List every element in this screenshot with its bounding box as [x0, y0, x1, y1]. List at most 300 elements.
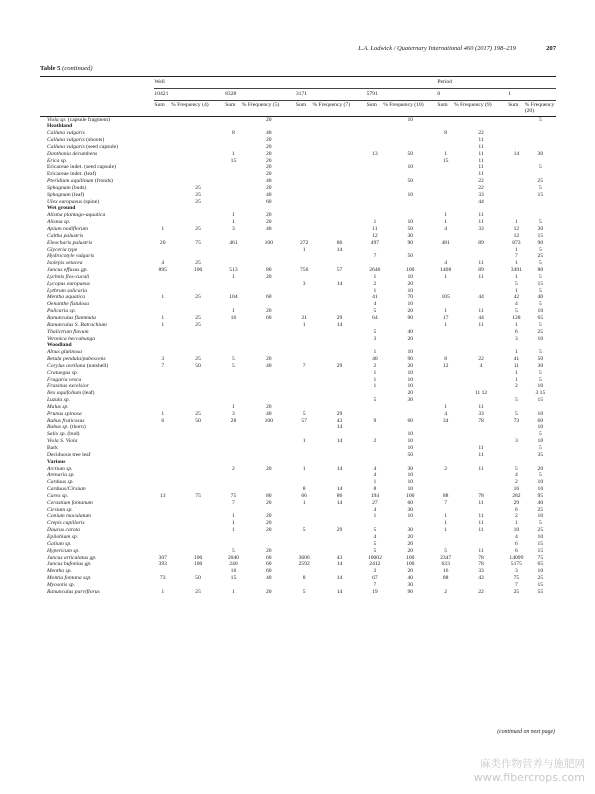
- section-heading: Wet ground: [47, 205, 76, 212]
- frequency-cell: 60: [266, 561, 272, 568]
- frequency-cell: 60: [266, 294, 272, 301]
- table-row: [40, 472, 556, 479]
- frequency-cell: [383, 411, 437, 418]
- frequency-cell: 10: [537, 486, 544, 493]
- sum-cell: 29: [513, 499, 520, 506]
- frequency-cell: [525, 199, 556, 206]
- frequency-cell: [454, 383, 508, 390]
- frequency-cell: [242, 349, 296, 356]
- sum-cell: 3606: [298, 554, 310, 561]
- frequency-cell: [525, 212, 556, 219]
- frequency-cell: [171, 158, 225, 165]
- frequency-cell: [242, 479, 296, 486]
- sum-cell: 5: [373, 328, 377, 335]
- sum-cell: 2: [373, 438, 377, 445]
- sum-cell: [296, 390, 313, 397]
- sum-cell: 756: [299, 267, 309, 274]
- sum-cell: [225, 253, 242, 260]
- sum-cell: [296, 329, 313, 336]
- sum-cell: 8: [302, 575, 306, 582]
- table-row: [40, 555, 556, 562]
- table-row: [40, 240, 556, 247]
- frequency-cell: 100: [406, 554, 415, 561]
- sum-cell: [225, 438, 242, 445]
- sum-cell: 6: [514, 328, 518, 335]
- frequency-cell: 90: [407, 314, 414, 321]
- sum-cell: 4: [444, 226, 448, 232]
- sum-cell: 2040: [227, 554, 240, 561]
- sum-cell: [296, 541, 313, 548]
- sum-cell: [296, 308, 313, 315]
- frequency-cell: 20: [266, 212, 272, 219]
- table-row: [40, 288, 556, 295]
- frequency-cell: 10: [407, 164, 414, 171]
- taxon-name: Montia fontana ssp.: [47, 575, 92, 582]
- frequency-cell: 60: [537, 417, 544, 424]
- frequency-cell: [454, 541, 508, 548]
- sum-cell: 2: [232, 465, 235, 472]
- frequency-cell: 11 12: [474, 390, 488, 397]
- sum-cell: [437, 192, 454, 199]
- frequency-cell: [454, 349, 508, 356]
- sum-cell: [154, 500, 171, 507]
- frequency-cell: 20: [407, 568, 414, 575]
- taxon-name: Mentha sp.: [47, 568, 72, 575]
- sum-cell: [225, 178, 242, 185]
- frequency-cell: 11: [478, 157, 484, 164]
- frequency-cell: 20: [407, 362, 414, 369]
- frequency-cell: [454, 582, 508, 589]
- column-header-sum: Sum: [225, 100, 242, 116]
- sum-cell: [225, 281, 242, 288]
- frequency-cell: 43: [336, 554, 343, 561]
- sum-cell: 73: [513, 417, 520, 424]
- sum-cell: [154, 383, 171, 390]
- watermark-url: www.fibercrops.com: [473, 771, 585, 784]
- taxon-name: Daucus carota: [47, 527, 80, 534]
- sum-cell: [154, 513, 171, 520]
- sum-cell: [154, 253, 171, 260]
- frequency-cell: [242, 472, 296, 479]
- frequency-cell: [171, 151, 225, 158]
- frequency-cell: [242, 507, 296, 514]
- frequency-cell: [454, 342, 508, 349]
- taxon-name: Pulicaria sp.: [47, 308, 76, 315]
- sum-cell: 1: [514, 349, 518, 356]
- frequency-cell: [242, 253, 296, 260]
- sum-cell: [225, 431, 242, 438]
- table-row: [40, 383, 556, 390]
- frequency-cell: [242, 541, 296, 548]
- site-watermark: [474, 758, 585, 784]
- sum-cell: 15: [442, 157, 449, 164]
- sum-cell: [437, 253, 454, 260]
- sum-cell: [225, 582, 242, 589]
- frequency-cell: 90: [407, 588, 414, 595]
- table-row: [40, 329, 556, 336]
- table-row: [40, 164, 556, 171]
- sum-cell: 1: [232, 150, 235, 157]
- frequency-cell: [242, 582, 296, 589]
- frequency-cell: [525, 459, 556, 466]
- frequency-cell: 33: [478, 226, 484, 232]
- sum-cell: 34: [442, 417, 449, 424]
- sum-cell: 5175: [510, 561, 522, 568]
- frequency-cell: [312, 164, 366, 171]
- frequency-cell: 20: [266, 184, 272, 191]
- table-row: [40, 363, 556, 370]
- sum-cell: 481: [441, 239, 450, 246]
- sum-cell: [508, 342, 525, 349]
- sum-cell: 497: [370, 239, 380, 246]
- frequency-cell: 20: [266, 116, 272, 123]
- frequency-cell: 30: [407, 581, 414, 588]
- frequency-cell: [242, 247, 296, 254]
- taxon-name: Ranunculus flammula: [47, 314, 96, 321]
- sum-cell: [367, 247, 384, 254]
- sum-cell: [154, 342, 171, 349]
- frequency-cell: 30: [407, 232, 414, 239]
- frequency-cell: 20: [407, 280, 414, 287]
- table-row: [40, 534, 556, 541]
- table-row: [40, 116, 556, 123]
- frequency-cell: 50: [407, 150, 414, 157]
- frequency-cell: 25: [537, 575, 544, 582]
- sum-cell: [437, 445, 454, 452]
- frequency-cell: 25: [195, 226, 201, 232]
- frequency-cell: [525, 342, 556, 349]
- sum-cell: [296, 397, 313, 404]
- frequency-cell: [171, 247, 225, 254]
- sum-cell: 73: [159, 575, 166, 582]
- sum-cell: [154, 151, 171, 158]
- sum-cell: [154, 171, 171, 178]
- frequency-cell: 25: [195, 198, 201, 205]
- sum-cell: 5: [514, 280, 518, 287]
- sum-cell: 1: [514, 287, 518, 294]
- watermark-title: 麻类作物营养与施肥网: [480, 758, 585, 770]
- taxon-name: Danthonia decumbens: [47, 150, 98, 157]
- sum-cell: [508, 424, 525, 431]
- frequency-cell: 11: [478, 520, 484, 527]
- sum-cell: 16: [513, 486, 520, 493]
- frequency-cell: [171, 390, 225, 397]
- sum-cell: [154, 288, 171, 295]
- sum-cell: [296, 452, 313, 459]
- sum-cell: [367, 459, 384, 466]
- sum-cell: 1: [444, 219, 448, 226]
- frequency-cell: 20: [407, 540, 414, 547]
- taxon-name: Betula pendula/pubescens: [47, 356, 106, 363]
- frequency-cell: 14: [336, 575, 343, 582]
- frequency-cell: 29: [336, 410, 343, 417]
- sum-cell: 13: [372, 150, 378, 157]
- table-row: [40, 561, 556, 568]
- frequency-cell: 11: [478, 465, 484, 472]
- frequency-cell: 10: [537, 568, 544, 575]
- frequency-cell: 30: [537, 226, 544, 232]
- sum-cell: [154, 472, 171, 479]
- frequency-cell: 20: [266, 171, 272, 178]
- frequency-cell: [312, 507, 366, 514]
- sum-cell: 240: [229, 561, 238, 568]
- frequency-cell: [383, 171, 437, 178]
- frequency-cell: 40: [266, 130, 272, 137]
- sum-cell: 1: [161, 410, 165, 417]
- taxon-name: Ranunculus S. Batrachium: [47, 321, 107, 328]
- sum-cell: [367, 199, 384, 206]
- sum-cell: 4: [161, 260, 165, 267]
- frequency-cell: [312, 274, 366, 281]
- frequency-cell: 30: [407, 506, 414, 513]
- sum-cell: 1: [373, 383, 377, 390]
- sum-cell: [437, 507, 454, 514]
- sum-cell: 2: [514, 479, 518, 486]
- sum-cell: 66: [301, 492, 307, 499]
- frequency-cell: [312, 383, 366, 390]
- frequency-cell: 90: [407, 356, 414, 363]
- sum-cell: 5: [444, 547, 448, 554]
- table-row: [40, 158, 556, 165]
- frequency-cell: 14: [336, 561, 343, 568]
- sum-cell: [225, 452, 242, 459]
- frequency-cell: [312, 459, 366, 466]
- taxon-name: Oenanthe fistulosa: [47, 301, 90, 308]
- frequency-cell: 50: [195, 575, 201, 582]
- sum-cell: [296, 294, 313, 301]
- frequency-cell: 20: [266, 465, 272, 472]
- table-row: [40, 418, 556, 425]
- sum-cell: [296, 520, 313, 527]
- taxon-name: Salix sp. (bud): [47, 431, 80, 438]
- frequency-cell: 40: [266, 178, 272, 185]
- sum-cell: [296, 151, 313, 158]
- frequency-cell: [383, 342, 437, 349]
- sum-cell: [225, 397, 242, 404]
- frequency-cell: 10: [537, 383, 544, 390]
- frequency-cell: [242, 534, 296, 541]
- frequency-cell: 10: [407, 486, 414, 493]
- sum-cell: 11: [372, 226, 378, 232]
- frequency-cell: 100: [193, 554, 203, 561]
- sum-cell: [508, 144, 525, 151]
- frequency-cell: [171, 233, 225, 240]
- frequency-cell: [171, 288, 225, 295]
- table-row: [40, 507, 556, 514]
- sum-cell: [296, 349, 313, 356]
- sum-cell: [367, 171, 384, 178]
- frequency-cell: 11: [478, 137, 484, 144]
- frequency-cell: 20: [266, 273, 272, 280]
- frequency-cell: [312, 137, 366, 144]
- section-heading-row: [40, 342, 556, 349]
- column-header-frequency: % Frequency (9): [454, 100, 508, 116]
- sum-cell: 5: [373, 308, 377, 315]
- sum-cell: 75: [513, 575, 520, 582]
- sum-cell: 4: [373, 301, 377, 308]
- sum-cell: 4: [444, 410, 448, 417]
- frequency-cell: 20: [266, 520, 272, 527]
- sum-cell: [437, 582, 454, 589]
- frequency-cell: [312, 370, 366, 377]
- frequency-cell: 40: [266, 362, 272, 369]
- frequency-cell: [312, 445, 366, 452]
- sum-cell: [508, 192, 525, 199]
- sum-cell: 7: [373, 253, 377, 260]
- sum-cell: [296, 404, 313, 411]
- frequency-cell: [242, 329, 296, 336]
- sum-cell: 4: [444, 260, 448, 267]
- sum-cell: [154, 466, 171, 473]
- sum-cell: 1: [514, 273, 518, 280]
- sum-cell: [437, 472, 454, 479]
- column-header-frequency: % Frequency (10): [383, 100, 437, 116]
- subgroup-header-row: [40, 88, 556, 100]
- frequency-cell: [383, 137, 437, 144]
- sum-cell: 16: [230, 314, 237, 321]
- table-row: [40, 171, 556, 178]
- frequency-cell: 90: [537, 239, 544, 246]
- taxon-name: Fraxinus excelsior: [47, 383, 89, 390]
- frequency-cell: 5: [538, 184, 542, 191]
- sum-cell: [225, 445, 242, 452]
- sum-cell: 3: [514, 438, 518, 445]
- sum-cell: 1: [444, 150, 448, 157]
- sum-cell: [225, 322, 242, 329]
- taxon-name: Lychnis flos-cuculi: [47, 273, 90, 280]
- frequency-cell: 11: [478, 321, 484, 328]
- taxon-name: Rubus fruticosus: [47, 417, 85, 424]
- sum-cell: [296, 192, 313, 199]
- sum-cell: 88: [442, 575, 449, 582]
- taxon-name: Ilex aquifolium (leaf): [47, 390, 95, 397]
- taxon-name: Sphagnum (leaf): [47, 191, 85, 198]
- sum-cell: [225, 534, 242, 541]
- frequency-cell: [312, 260, 366, 267]
- taxon-name: Ulex europaeus (spine): [47, 198, 99, 205]
- sum-cell: [437, 486, 454, 493]
- frequency-cell: 40: [537, 499, 544, 506]
- frequency-cell: 10: [407, 472, 414, 479]
- frequency-cell: 20: [266, 308, 272, 315]
- table-row: [40, 541, 556, 548]
- frequency-cell: [242, 445, 296, 452]
- table-row: [40, 493, 556, 500]
- sum-cell: [508, 431, 525, 438]
- frequency-cell: [312, 336, 366, 343]
- sum-cell: [225, 479, 242, 486]
- frequency-cell: [312, 205, 366, 212]
- frequency-cell: 25: [195, 356, 201, 363]
- sum-cell: [154, 281, 171, 288]
- frequency-cell: [171, 144, 225, 151]
- sum-cell: 5: [302, 410, 306, 417]
- frequency-cell: [171, 534, 225, 541]
- table-row: [40, 452, 556, 459]
- frequency-cell: [312, 452, 366, 459]
- frequency-cell: [242, 205, 296, 212]
- sum-cell: [508, 158, 525, 165]
- sum-cell: [225, 123, 242, 130]
- table-row: [40, 322, 556, 329]
- table-row: [40, 233, 556, 240]
- table-row: [40, 390, 556, 397]
- frequency-cell: 11: [478, 499, 484, 506]
- frequency-cell: 25: [195, 410, 201, 417]
- sum-cell: [296, 383, 313, 390]
- page-number: 207: [546, 45, 556, 52]
- sum-cell: [296, 342, 313, 349]
- frequency-cell: 5: [538, 164, 542, 171]
- section-heading: Heathland: [47, 123, 73, 130]
- table-row: [40, 424, 556, 431]
- frequency-cell: [242, 438, 296, 445]
- frequency-cell: [171, 500, 225, 507]
- sum-cell: [154, 336, 171, 343]
- sum-cell: 5: [302, 588, 306, 595]
- taxon-name: Apium nodiflorum: [47, 226, 88, 232]
- frequency-cell: 55: [537, 588, 544, 595]
- sum-cell: [296, 459, 313, 466]
- table-row: [40, 575, 556, 582]
- sum-cell: [367, 164, 384, 171]
- frequency-cell: 50: [407, 253, 414, 260]
- sum-cell: 2: [444, 588, 448, 595]
- sum-cell: [154, 568, 171, 575]
- table-row: [40, 274, 556, 281]
- sum-cell: 1: [232, 219, 235, 226]
- sum-cell: 1: [302, 321, 306, 328]
- frequency-cell: [312, 158, 366, 165]
- frequency-cell: 20: [266, 137, 272, 144]
- frequency-cell: 60: [266, 314, 272, 321]
- frequency-cell: [383, 459, 437, 466]
- taxon-name: Eleocharis palustris: [47, 239, 93, 246]
- sum-cell: 7: [161, 362, 165, 369]
- sum-cell: [296, 212, 313, 219]
- sum-cell: 7: [444, 499, 448, 506]
- sum-cell: [437, 541, 454, 548]
- sum-cell: [367, 260, 384, 267]
- frequency-cell: 14: [336, 588, 343, 595]
- sum-cell: [296, 158, 313, 165]
- sum-cell: [437, 342, 454, 349]
- sum-cell: 1: [444, 403, 448, 410]
- frequency-cell: [312, 212, 366, 219]
- sum-cell: [154, 158, 171, 165]
- frequency-cell: [171, 541, 225, 548]
- sum-cell: [437, 281, 454, 288]
- table-row: [40, 431, 556, 438]
- frequency-cell: 10: [537, 308, 544, 315]
- frequency-cell: [312, 226, 366, 233]
- taxon-name: Ericaceae indet. (seed capsule): [47, 164, 116, 171]
- sum-cell: [508, 185, 525, 192]
- sum-cell: [508, 205, 525, 212]
- frequency-cell: [312, 548, 366, 555]
- sum-cell: [154, 329, 171, 336]
- frequency-cell: [312, 151, 366, 158]
- sum-cell: 5: [373, 397, 377, 404]
- table-caption: [40, 65, 93, 72]
- frequency-cell: 30: [537, 362, 544, 369]
- frequency-cell: [171, 308, 225, 315]
- sum-cell: 7: [373, 581, 377, 588]
- frequency-cell: 5: [538, 520, 542, 527]
- sum-cell: 14099: [509, 554, 524, 561]
- frequency-cell: 60: [407, 417, 414, 424]
- table-row: [40, 226, 556, 233]
